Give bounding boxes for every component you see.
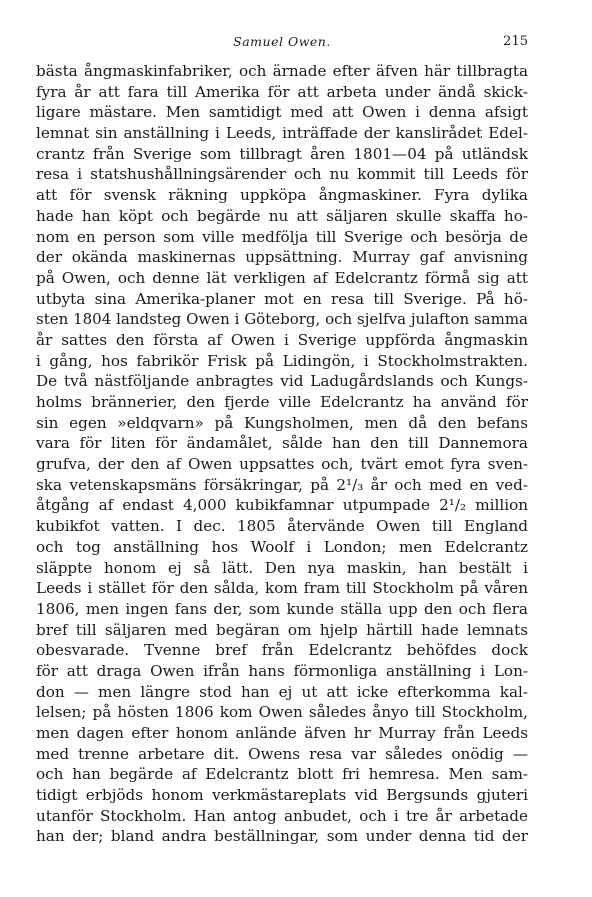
- text-line: hade han köpt och begärde nu att säljaren skulle skaffa ho-: [36, 206, 528, 225]
- text-line: bästa ångmaskinfabriker, och ärnade efter äfven här tillbragta: [36, 62, 528, 80]
- text-line: åtgång af endast 4,000 kubikfamnar utpumpade 2¹/₂ million: [36, 496, 528, 515]
- text-line: grufva, der den af Owen uppsattes och, tvärt emot fyra sven-: [36, 455, 528, 474]
- text-line: tidigt erbjöds honom verkmästareplats vid Bergsunds gjuteri: [36, 786, 528, 805]
- text-line: lemnat sin anställning i Leeds, inträffade der kanslirådet Edel-: [36, 124, 528, 143]
- text-line: nom en person som ville medfölja till Sverige och besörja de: [36, 227, 528, 246]
- text-line: att för svensk räkning uppköpa ångmaskiner. Fyra dylika: [36, 186, 528, 205]
- text-line: fyra år att fara till Amerika för att arbeta under ändå skick-: [36, 82, 528, 101]
- text-line: der okända maskinernas uppsättning. Murray gaf anvisning: [36, 248, 528, 267]
- text-line: ska vetenskapsmäns försäkringar, på 2¹/₃ år och med en ved-: [36, 475, 528, 494]
- running-title: Samuel Owen.: [233, 34, 331, 49]
- text-line: bref till säljaren med begäran om hjelp härtill hade lemnats: [36, 620, 528, 639]
- text-line: år sattes den första af Owen i Sverige uppförda ångmaskin: [36, 330, 528, 349]
- text-line: i gång, hos fabrikör Frisk på Lidingön, i Stockholmstrakten.: [36, 351, 528, 370]
- text-line: holms brännerier, den fjerde ville Edelcrantz ha använd för: [36, 393, 528, 411]
- text-line: men dagen efter honom anlände äfven hr Murray från Leeds: [36, 724, 528, 742]
- page-number: 215: [503, 34, 528, 49]
- page-header: [36, 34, 528, 54]
- text-line: han der; bland andra beställningar, som under denna tid der: [36, 827, 528, 846]
- text-line: och tog anställning hos Woolf i London; men Edelcrantz: [36, 537, 528, 556]
- text-line: vara för liten för ändamålet, sålde han den till Dannemora: [36, 434, 528, 453]
- text-line: och han begärde af Edelcrantz blott fri hemresa. Men sam-: [36, 765, 528, 784]
- text-line: sin egen »eldqvarn» på Kungsholmen, men då den befans: [36, 413, 528, 432]
- text-line: lelsen; på hösten 1806 kom Owen således ånyo till Stockholm,: [36, 703, 528, 722]
- text-line: De två nästföljande anbragtes vid Ladugårdslands och Kungs-: [36, 372, 528, 391]
- text-line: resa i statshushållningsärender och nu kommit till Leeds för: [36, 165, 528, 184]
- text-line: utanför Stockholm. Han antog anbudet, och i tre år arbetade: [36, 806, 528, 825]
- text-line: släppte honom ej så lätt. Den nya maskin, han bestält i: [36, 558, 528, 577]
- text-line: 1806, men ingen fans der, som kunde ställa upp den och flera: [36, 599, 528, 618]
- text-line: utbyta sina Amerika-planer mot en resa till Sverige. På hö-: [36, 289, 528, 308]
- text-line: på Owen, och denne lät verkligen af Edelcrantz förmå sig att: [36, 268, 528, 287]
- text-line: obesvarade. Tvenne bref från Edelcrantz behöfdes dock: [36, 641, 528, 660]
- text-line: don — men längre stod han ej ut att icke efterkomma kal-: [36, 682, 528, 701]
- text-line: med trenne arbetare dit. Owens resa var således onödig —: [36, 744, 528, 763]
- text-line: kubikfot vatten. I dec. 1805 återvände Owen till England: [36, 517, 528, 536]
- text-line: crantz från Sverige som tillbragt åren 1801—04 på utländsk: [36, 144, 528, 163]
- text-line: för att draga Owen ifrån hans förmonliga anställning i Lon-: [36, 661, 528, 680]
- text-line: Leeds i stället för den sålda, kom fram till Stockholm på våren: [36, 579, 528, 598]
- text-line: ligare mästare. Men samtidigt med att Owen i denna afsigt: [36, 103, 528, 122]
- body-text: [36, 61, 528, 847]
- text-line: sten 1804 landsteg Owen i Göteborg, och sjelfva julafton samma: [36, 310, 528, 329]
